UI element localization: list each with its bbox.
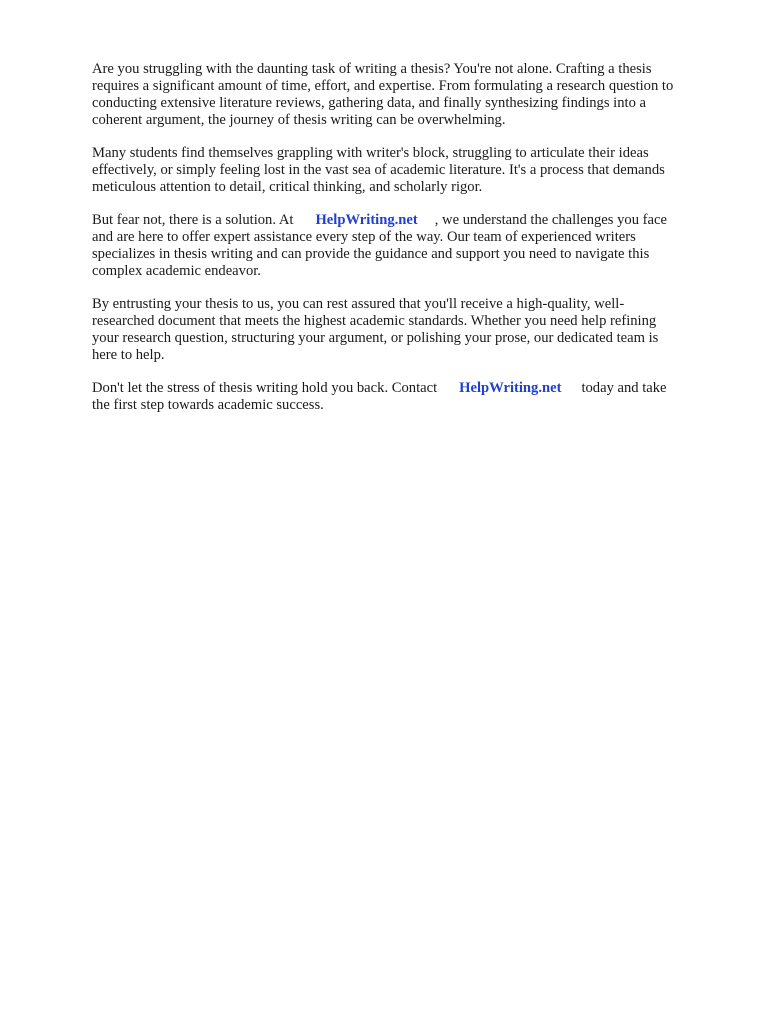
text-line: your research question, structuring your argument, or polishing your prose, our dedicated team is xyxy=(92,330,659,346)
text-line: specializes in thesis writing and can provide the guidance and support you need to navigate this xyxy=(92,246,650,262)
text-line: Are you struggling with the daunting task of writing a thesis? You're not alone. Crafting a thesis xyxy=(92,61,652,77)
text-line: here to help. xyxy=(92,347,165,363)
text-line: the first step towards academic success. xyxy=(92,397,324,413)
text-line-with-link xyxy=(92,380,712,397)
text-line: meticulous attention to detail, critical thinking, and scholarly rigor. xyxy=(92,179,483,195)
text-line: complex academic endeavor. xyxy=(92,263,261,279)
text-line: By entrusting your thesis to us, you can rest assured that you'll receive a high-quality, well- xyxy=(92,296,625,312)
text-line: requires a significant amount of time, effort, and expertise. From formulating a research question to xyxy=(92,78,674,94)
paragraph-solution xyxy=(92,212,712,280)
paragraph-intro xyxy=(92,61,712,129)
paragraph-call-to-action xyxy=(92,380,712,414)
text-segment: , we understand the challenges you face xyxy=(434,212,667,228)
text-line: Many students find themselves grappling with writer's block, struggling to articulate their ideas xyxy=(92,145,649,161)
paragraph-assurance xyxy=(92,296,712,364)
text-segment: today and take xyxy=(581,380,667,396)
text-segment: Don't let the stress of thesis writing hold you back. Contact xyxy=(92,380,438,396)
helpwriting-link[interactable]: HelpWriting.net xyxy=(315,212,418,228)
text-segment: But fear not, there is a solution. At xyxy=(92,212,294,228)
text-line-with-link xyxy=(92,212,712,229)
text-line: researched document that meets the highest academic standards. Whether you need help refining xyxy=(92,313,657,329)
text-line: and are here to offer expert assistance every step of the way. Our team of experienced writers xyxy=(92,229,636,245)
paragraph-struggles xyxy=(92,145,712,196)
text-line: effectively, or simply feeling lost in the vast sea of academic literature. It's a process that demands xyxy=(92,162,665,178)
text-line: conducting extensive literature reviews, gathering data, and finally synthesizing findings into a xyxy=(92,95,646,111)
document-body xyxy=(92,61,712,430)
helpwriting-link[interactable]: HelpWriting.net xyxy=(459,380,562,396)
text-line: coherent argument, the journey of thesis writing can be overwhelming. xyxy=(92,112,506,128)
